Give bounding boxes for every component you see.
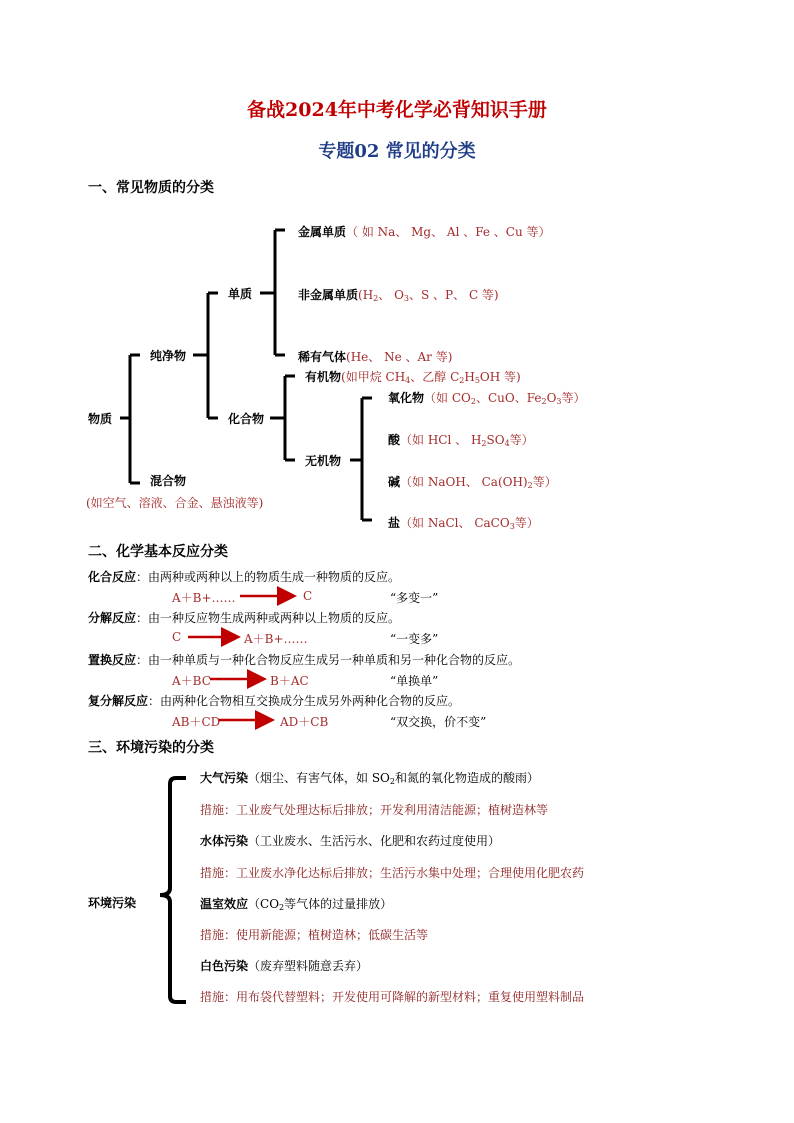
tree-node-pure: 纯净物 <box>150 349 187 363</box>
pollution-item <box>200 832 500 849</box>
pollution-name: 温室效应 <box>200 897 249 911</box>
tree-node-inorganic: 无机物 <box>305 454 342 468</box>
section2-heading: 二、化学基本反应分类 <box>88 544 228 560</box>
oxide-label: 氧化物 <box>388 391 425 405</box>
nonmetal-examples: ($H_2$、 $O_3$、S 、P、 C 等) <box>358 288 499 303</box>
pollution-cause: （废弃塑料随意丢弃） <box>248 959 369 973</box>
document-subtitle: 专题02 常见的分类 <box>318 141 476 162</box>
metal-label: 金属单质 <box>298 225 347 239</box>
reaction-name: 复分解反应 <box>88 694 149 708</box>
reaction-left: AB＋CD <box>172 715 221 729</box>
reaction-definition <box>88 692 460 709</box>
oxide-examples: （如 $CO_2$、CuO、$Fe_2O_3$等） <box>424 391 586 406</box>
noble-label: 稀有气体 <box>298 350 347 364</box>
reaction-name: 分解反应 <box>88 611 137 625</box>
reaction-desc: ：由一种单质与一种化合物反应生成另一种单质和另一种化合物的反应。 <box>136 653 521 667</box>
tree-node-mixture: 混合物 <box>150 474 187 488</box>
tree-node-compound: 化合物 <box>228 412 265 426</box>
noble-examples: (He、 Ne 、Ar 等) <box>346 350 453 364</box>
pollution-cause: （$CO_2$等气体的过量排放） <box>248 897 393 912</box>
reaction-desc: ：由两种或两种以上的物质生成一种物质的反应。 <box>136 570 401 584</box>
pollution-cause: （工业废水、生活污水、化肥和农药过度使用） <box>248 834 501 848</box>
acid-label: 酸 <box>388 433 401 447</box>
reaction-left: A＋BC <box>172 674 211 688</box>
reaction-motto: “多变一” <box>390 591 439 605</box>
reaction-desc: ：由两种化合物相互交换成分生成另外两种化合物的反应。 <box>148 694 461 708</box>
pollution-measure: 措施：用布袋代替塑料；开发使用可降解的新型材料；重复使用塑料制品 <box>200 990 585 1004</box>
tree-node-matter: 物质 <box>88 412 113 426</box>
reaction-left: A＋B+…… <box>172 591 236 605</box>
base-examples: （如 NaOH、 $Ca(OH)_2$等） <box>400 475 557 490</box>
document-title: 备战2024年中考化学必背知识手册 <box>247 99 547 121</box>
pollution-measure: 措施：工业废气处理达标后排放；开发利用清洁能源；植树造林等 <box>200 803 549 817</box>
salt-examples: （如 NaCl、 CaCO$_3$等） <box>400 516 539 531</box>
section3-heading: 三、环境污染的分类 <box>88 740 214 756</box>
reaction-motto: “单换单” <box>390 674 439 688</box>
pollution-name: 水体污染 <box>200 834 249 848</box>
reaction-right: A＋B+…… <box>244 632 308 646</box>
reaction-definition <box>88 568 400 585</box>
reaction-right: B＋AC <box>270 674 309 688</box>
reaction-left: C <box>172 630 182 644</box>
pollution-item <box>200 957 368 974</box>
pollution-root: 环境污染 <box>88 896 137 910</box>
nonmetal-label: 非金属单质 <box>298 288 359 302</box>
reaction-desc: ：由一种反应物生成两种或两种以上物质的反应。 <box>136 611 401 625</box>
salt-label: 盐 <box>388 516 401 530</box>
acid-examples: （如 HCl 、 $H_2SO_4$等） <box>400 433 534 448</box>
mixture-examples: (如空气、溶液、合金、悬浊液等) <box>86 496 264 510</box>
reaction-name: 化合反应 <box>88 570 137 584</box>
reaction-name: 置换反应 <box>88 653 137 667</box>
reaction-definition <box>88 651 520 668</box>
pollution-item <box>200 769 539 786</box>
pollution-name: 大气污染 <box>200 771 249 785</box>
pollution-item <box>200 895 392 912</box>
reaction-motto: “双交换，价不变” <box>390 715 487 729</box>
base-label: 碱 <box>388 475 401 489</box>
reaction-right: C <box>303 589 313 603</box>
reaction-right: AD＋CB <box>280 715 329 729</box>
pollution-measure: 措施：使用新能源；植树造林；低碳生活等 <box>200 928 429 942</box>
pollution-name: 白色污染 <box>200 959 249 973</box>
tree-node-element: 单质 <box>228 287 253 301</box>
organic-label: 有机物 <box>305 370 342 384</box>
pollution-measure: 措施：工业废水净化达标后排放；生活污水集中处理；合理使用化肥农药 <box>200 866 585 880</box>
reaction-definition <box>88 609 400 626</box>
pollution-cause: （烟尘、有害气体，如 $SO_2$和氮的氧化物造成的酸雨） <box>248 771 539 786</box>
section1-heading: 一、常见物质的分类 <box>88 180 214 196</box>
metal-examples: （ 如 Na、 Mg、 Al 、Fe 、Cu 等） <box>346 225 551 239</box>
organic-examples: (如甲烷 $CH_4$、乙醇 $C_2H_5OH$ 等) <box>341 370 521 385</box>
reaction-motto: “一变多” <box>390 632 439 646</box>
